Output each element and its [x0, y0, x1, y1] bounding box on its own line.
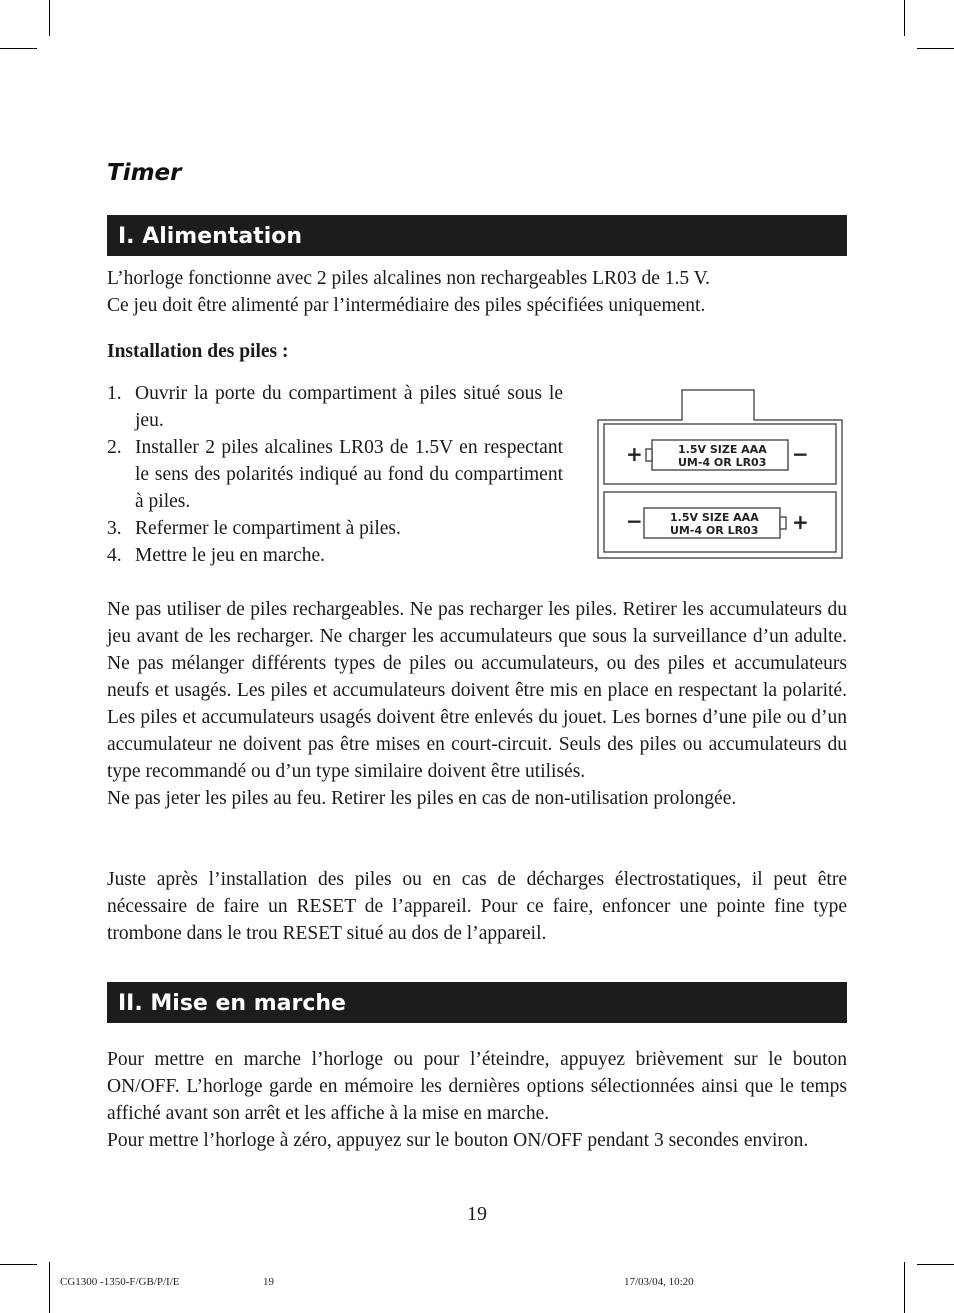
minus-icon: −: [626, 509, 643, 533]
list-item: [107, 434, 563, 515]
section-heading-mise-en-marche: II. Mise en marche: [107, 982, 847, 1023]
crop-mark: [904, 0, 905, 36]
power-paragraph: [107, 1046, 847, 1154]
warning-text: Ne pas utiliser de piles rechargeables. Ne pas recharger les piles. Retirer les accumulateurs du jeu avant de les recharger. Ne charger les accumulateurs que sous la surveillance d’un adulte. Ne pas mélanger différents types de piles ou accumulateurs, ou des piles et accumulateurs neufs et usagés. Les piles et accumulateurs doivent être mis en place en respectant la polarité. Les piles et accumulateurs usagés doivent être enlevés du jouet. Les bornes d’une pile ou d’un accumulateur ne doivent pas être mises en court-circuit. Seuls des piles ou accumulateurs du type recommandé ou d’un type similaire doivent être utilisés.: [107, 599, 847, 782]
warning-fire-text: Ne pas jeter les piles au feu. Retirer les piles en cas de non-utilisation prolongée.: [107, 788, 737, 809]
section-heading-alimentation: I. Alimentation: [107, 215, 847, 256]
footer-page: 19: [263, 1276, 274, 1288]
install-steps-list: [107, 380, 563, 569]
crop-mark: [49, 1262, 50, 1313]
battery-compartment-diagram: [596, 388, 844, 560]
step-number: 4.: [107, 545, 122, 566]
reset-paragraph: Juste après l’installation des piles ou en cas de décharges électrostatiques, il peut être nécessaire de faire un RESET de l’appareil. Pour ce faire, enfoncer une pointe fine type trombone dans le trou RESET situé au dos de l’appareil.: [107, 869, 847, 944]
step-text: Ouvrir la porte du compartiment à piles situé sous le jeu.: [135, 383, 563, 431]
install-heading: Installation des piles :: [107, 341, 289, 362]
crop-mark: [0, 48, 37, 49]
battery-top-label-2: UM-4 OR LR03: [678, 456, 767, 469]
crop-mark: [917, 1264, 954, 1265]
battery-bottom-terminal: [780, 517, 786, 529]
step-text: Installer 2 piles alcalines LR03 de 1.5V en respectant le sens des polarités indiqué au fond du compartiment à piles.: [135, 437, 563, 512]
step-text: Refermer le compartiment à piles.: [135, 518, 401, 539]
power-text: Pour mettre en marche l’horloge ou pour l’éteindre, appuyez brièvement sur le bouton ON/OFF. L’horloge garde en mémoire les dernières options sélectionnées ainsi que le temps affiché avant son arrêt et les affiche à la mise en marche.: [107, 1049, 847, 1124]
crop-mark: [917, 48, 954, 49]
step-number: 3.: [107, 518, 122, 539]
step-text: Mettre le jeu en marche.: [135, 545, 326, 566]
step-number: 2.: [107, 437, 122, 458]
plus-icon: +: [792, 510, 809, 534]
step-number: 1.: [107, 383, 122, 404]
battery-top-label-1: 1.5V SIZE AAA: [678, 443, 767, 456]
list-item: [107, 380, 563, 434]
page-title: Timer: [107, 160, 182, 186]
crop-mark: [49, 0, 50, 36]
footer-reference: CG1300 -1350-F/GB/P/I/E: [60, 1276, 180, 1288]
battery-top-terminal: [646, 449, 652, 461]
list-item: [107, 515, 563, 542]
battery-bottom-label-1: 1.5V SIZE AAA: [670, 511, 759, 524]
battery-bottom-label-2: UM-4 OR LR03: [670, 524, 759, 537]
plus-icon: +: [626, 442, 643, 466]
minus-icon: −: [792, 442, 809, 466]
reset-time-text: Pour mettre l’horloge à zéro, appuyez sur le bouton ON/OFF pendant 3 secondes environ.: [107, 1130, 809, 1151]
intro-line: Ce jeu doit être alimenté par l’intermédiaire des piles spécifiées uniquement.: [107, 295, 706, 316]
intro-paragraph: [107, 265, 847, 319]
intro-line: L’horloge fonctionne avec 2 piles alcalines non rechargeables LR03 de 1.5 V.: [107, 268, 711, 289]
crop-mark: [904, 1262, 905, 1313]
page-number: 19: [467, 1203, 487, 1225]
footer-date: 17/03/04, 10:20: [624, 1276, 694, 1288]
list-item: [107, 542, 563, 569]
crop-mark: [0, 1264, 37, 1265]
warning-paragraph: [107, 596, 847, 812]
